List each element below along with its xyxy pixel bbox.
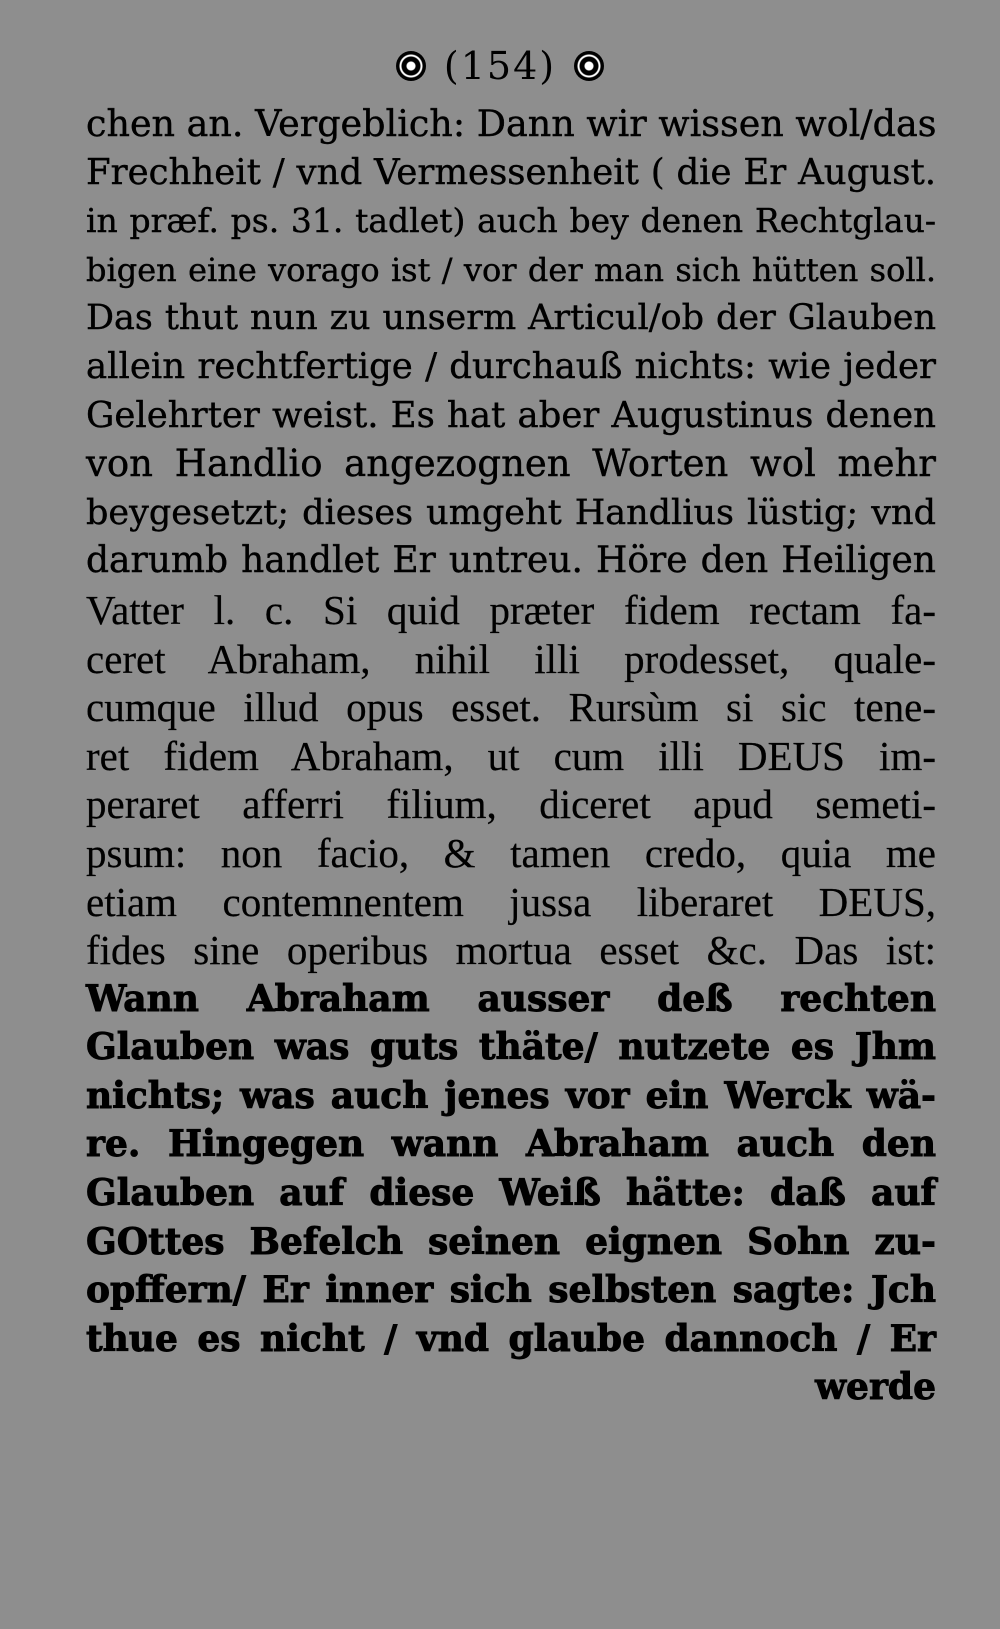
left-ornament-icon (396, 51, 426, 81)
text-line: re. Hingegen wann Abraham auch den (86, 1123, 936, 1166)
text-line: fides sine operibus mortua esset &c. Das ist: (86, 927, 936, 974)
body-text (86, 100, 936, 1412)
text-line: chen an. Vergeblich: Dann wir wissen wol/das (86, 102, 937, 145)
text-line: cumque illud opus esset. Rursùm si sic tene- (86, 684, 936, 731)
text-line: Frechheit / vnd Vermessenheit ( die Er August. (86, 151, 936, 193)
text-line: ret fidem Abraham, ut cum illi DEUS im- (86, 732, 936, 779)
text-line: GOttes Befelch seinen eignen Sohn zu- (86, 1220, 936, 1263)
page-number: (154) (443, 44, 557, 88)
text-line: psum: non facio, & tamen credo, quia me (86, 829, 936, 876)
text-line: opffern/ Er inner sich selbsten sagte: Jch (86, 1269, 936, 1312)
text-line: beygesetzt; dieses umgeht Handlius lüstig; vnd (86, 492, 936, 533)
text-line: bigen eine vorago ist / vor der man sich hütten soll. (86, 250, 936, 289)
text-line: Gelehrter weist. Es hat aber Augustinus denen (86, 394, 936, 436)
text-line: etiam contemnentem jussa liberaret DEUS, (86, 878, 936, 925)
text-line: Das thut nun zu unserm Articul/ob der Glauben (86, 298, 936, 339)
text-line: von Handlio angezognen Worten wol mehr (86, 442, 936, 486)
text-line: Glauben auf diese Weiß hätte: daß auf (86, 1172, 936, 1215)
text-line: Vatter l. c. Si quid præter fidem rectam fa- (86, 586, 936, 633)
right-ornament-icon (574, 51, 604, 81)
text-line: thue es nicht / vnd glaube dannoch / Er (86, 1317, 936, 1360)
text-line: nichts; was auch jenes vor ein Werck wä- (86, 1074, 936, 1117)
text-line: Glauben was guts thäte/ nutzete es Jhm (86, 1026, 936, 1069)
page-header (0, 44, 1000, 88)
text-line: allein rechtfertige / durchauß nichts: wie jeder (86, 345, 936, 387)
text-line: peraret afferri filium, diceret apud semeti- (86, 781, 936, 828)
text-line: Wann Abraham ausser deß rechten (86, 977, 936, 1020)
text-line: ceret Abraham, nihil illi prodesset, quale- (86, 635, 936, 682)
catchword: werde (815, 1366, 936, 1409)
text-line: in præf. ps. 31. tadlet) auch bey denen Rechtglau- (86, 201, 936, 241)
text-line: darumb handlet Er untreu. Höre den Heiligen (86, 540, 936, 582)
